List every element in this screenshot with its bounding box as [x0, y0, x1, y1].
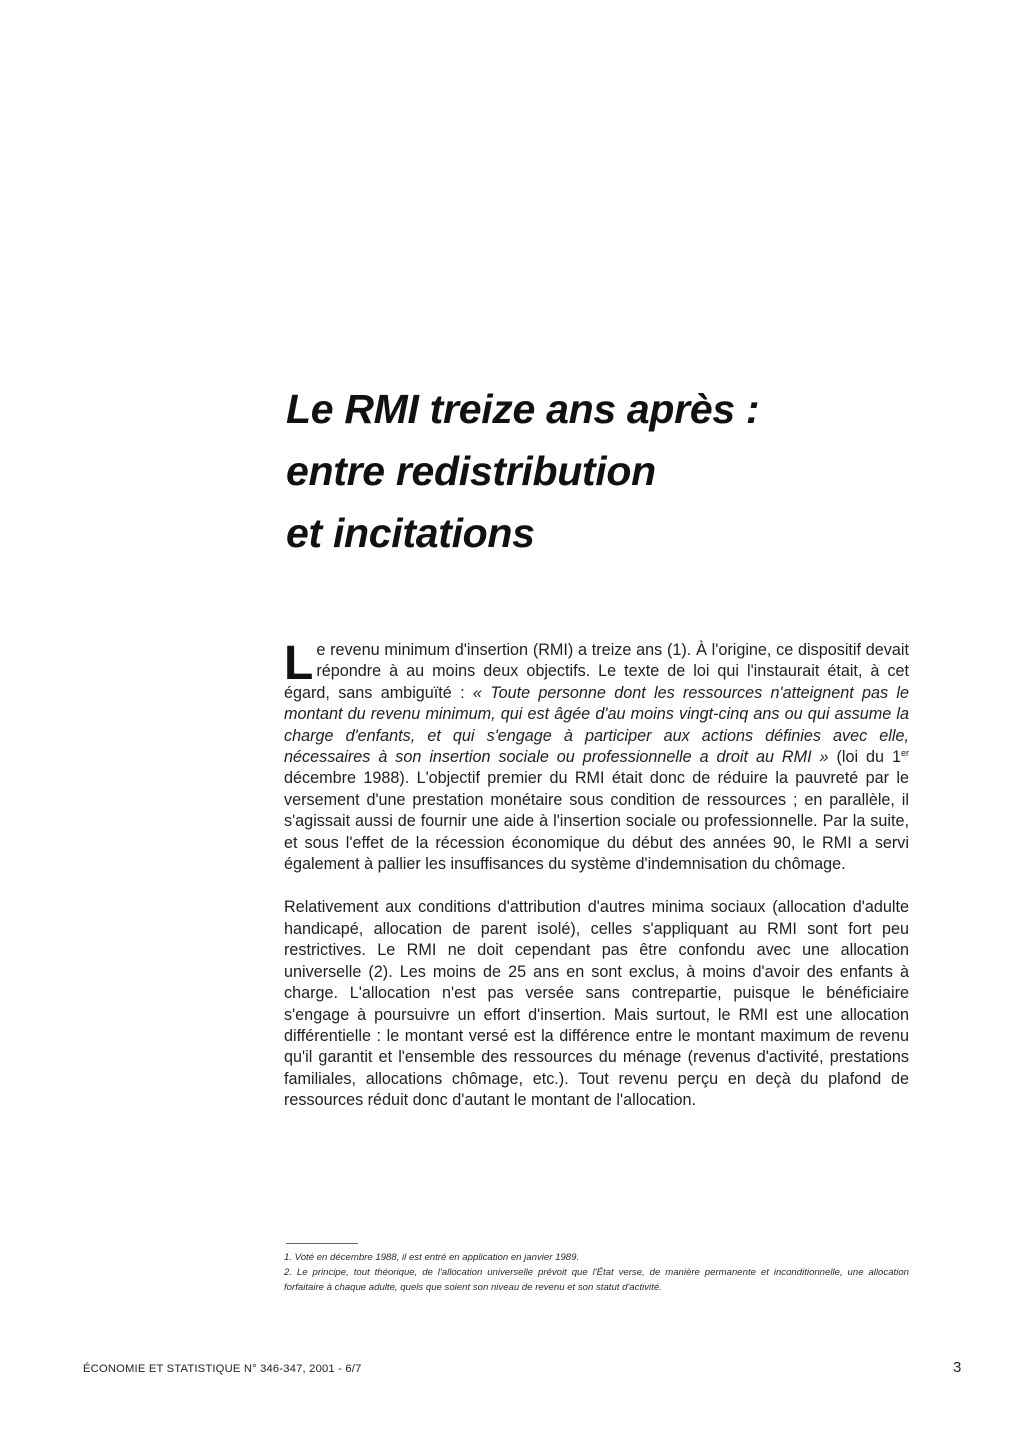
footnote-1: 1. Voté en décembre 1988, il est entré en application en janvier 1989.: [284, 1252, 580, 1263]
footnote-divider: [286, 1243, 358, 1244]
journal-footer: ÉCONOMIE ET STATISTIQUE N° 346-347, 2001 - 6/7: [83, 1363, 362, 1375]
law-quote: « Toute personne dont les ressources n'atteignent pas le montant du revenu minimum, qui est âgée d'au moins vingt-cinq ans ou qui assume la charge d'enfants, et qui s'engage à participer aux actions définies avec elle, nécessaires à son insertion sociale ou professionnelle a droit au RMI »: [284, 683, 910, 767]
title-line-1: Le RMI treize ans après :: [286, 386, 760, 432]
paragraph-1-part-2: (loi du 1: [828, 748, 901, 767]
drop-cap: L: [284, 637, 314, 690]
paragraph-1-part-1: e revenu minimum d'insertion (RMI) a treize ans (1). À l'origine, ce dispositif devait répondre à au moins deux objectifs. Le texte de loi qui l'instaurait était, à cet égard, sans ambiguïté :: [284, 641, 909, 702]
paragraph-2: Relativement aux conditions d'attribution d'autres minima sociaux (allocation d'adulte handicapé, allocation de parent isolé), celles s'appliquant au RMI sont fort peu restrictives. Le RMI ne doit cependant pas être confondu avec une allocation universelle (2). Les moins de 25 ans en sont exclus, à moins d'avoir des enfants à charge. L'allocation n'est pas versée sans contrepartie, puisque le bénéficiaire s'engage à poursuivre un effort d'insertion. Mais surtout, le RMI est une allocation différentielle : le montant versé est la différence entre le montant maximum de revenu qu'il garantit et l'ensemble des ressources du ménage (revenus d'activité, prestations familiales, allocations chômage, etc.). Tout revenu perçu en deçà du plafond de ressources réduit donc d'autant le montant de l'allocation.: [284, 898, 909, 1110]
footnote-2: 2. Le principe, tout théorique, de l'allocation universelle prévoit que l'État verse, de manière permanente et inconditionnelle, une allocation forfaitaire à chaque adulte, quels que soient son niveau de revenu et son statut d'activité.: [284, 1267, 909, 1293]
title-line-2: entre redistribution: [286, 448, 656, 494]
paragraph-1-part-3: décembre 1988). L'objectif premier du RMI était donc de réduire la pauvreté par le versement d'une prestation monétaire sous condition de ressources ; en parallèle, il s'agissait aussi de fournir une aide à l'insertion sociale ou professionnelle. Par la suite, et sous l'effet de la récession économique du début des années 90, le RMI a servi également à pallier les insuffisances du système d'indemnisation du chômage.: [284, 769, 909, 874]
page-number: 3: [953, 1359, 962, 1376]
article-title: [286, 378, 926, 564]
title-line-3: et incitations: [286, 510, 535, 556]
ordinal-superscript: er: [900, 748, 909, 759]
paragraph-1: [284, 637, 910, 875]
footnotes: [284, 1250, 909, 1295]
article-body: [284, 637, 910, 1112]
